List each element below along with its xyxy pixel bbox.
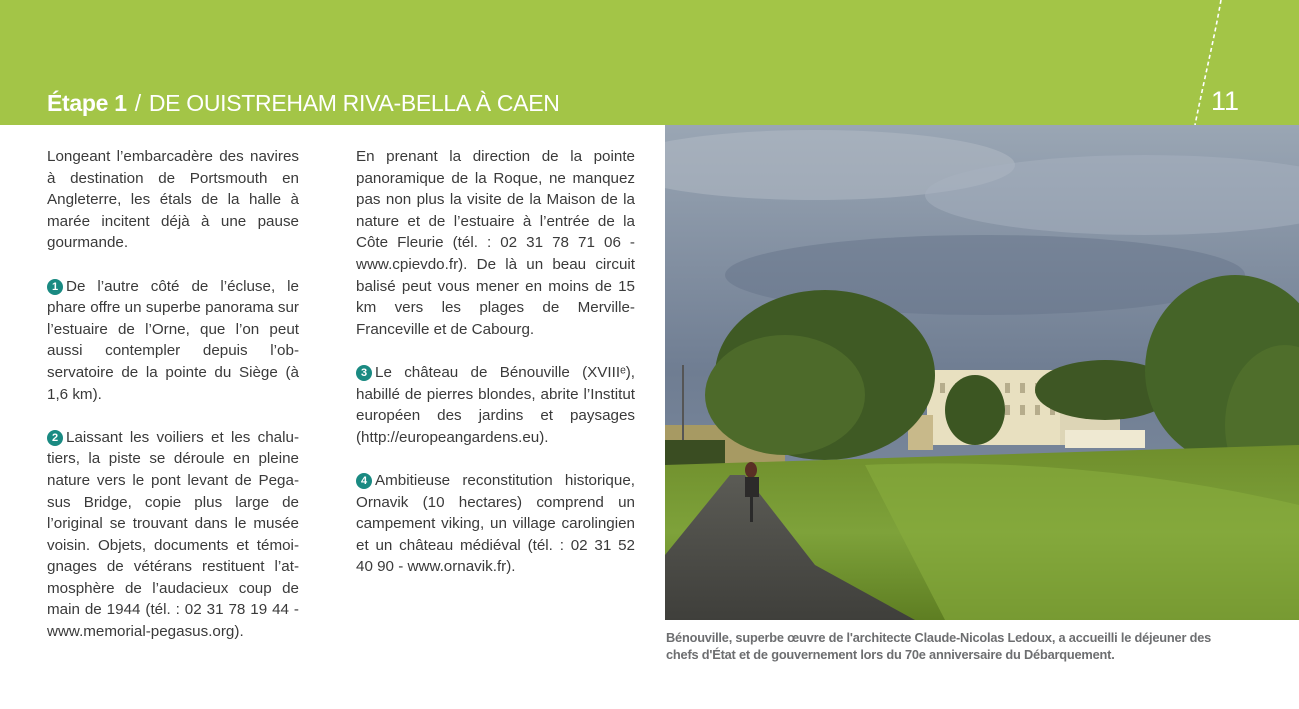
intro-paragraph: En prenant la direction de la pointe panoramique de la Roque, ne manquez pas non plus la visite de la Maison de la nature et de l’estuaire à l’entrée de la Côte Fleurie (tél. : 02 31 78 71 06 - www.cpievdo.fr). De là un beau circuit balisé peut vous mener en moins de 15 km vers les plages de Merville-Franceville et de Cabourg.: [356, 148, 635, 338]
intro-paragraph: Longeant l’embarcadère des navires à destination de Portsmouth en Angleterre, les étals de la halle à marée incitent déjà à une pause gourmande.: [47, 148, 299, 252]
item-text: De l’autre côté de l’écluse, le phare offre un superbe panorama sur l’estuaire de l’Orne, que l’on peut aussi contempler depuis l’observatoire de la pointe du Siège (à 1,6 km).: [47, 277, 299, 403]
list-item: [47, 427, 299, 643]
marker-1-icon: 1: [47, 279, 63, 295]
title-separator: /: [134, 90, 141, 116]
list-item: [356, 362, 635, 448]
list-item: [356, 470, 635, 578]
page-number: 11: [1211, 86, 1240, 116]
marker-3-icon: 3: [356, 365, 372, 381]
page-title: [47, 90, 560, 117]
route-title: DE OUISTREHAM RIVA-BELLA À CAEN: [148, 90, 560, 116]
marker-4-icon: 4: [356, 473, 372, 489]
stage-label: Étape 1: [47, 90, 127, 116]
header-band: [0, 0, 1299, 125]
text-column-right: [356, 146, 635, 599]
text-column-left: [47, 146, 299, 664]
landscape-illustration: [665, 125, 1299, 620]
photo-caption: Bénouville, superbe œuvre de l'architecte Claude-Nicolas Ledoux, a accueilli le déjeuner des chefs d'État et de gouvernement lors du 70e anniversaire du Débarquement.: [666, 630, 1212, 662]
item-text: Laissant les voiliers et les chalutiers, la piste se déroule en pleine nature vers le pont levant de Pegasus Bridge, copie plus large de l’original se trouvant dans le musée voisin. Objets, documents et témoignages de vétérans restituent l’atmosphère de l’audacieux coup de main de 1944 (tél. : 02 31 78 19 44 - www.memorial-pegasus.org).: [47, 428, 299, 641]
item-text: Le château de Bénouville (XVIIIᵉ), habillé de pierres blondes, abrite l’Institut européen des jardins et paysages (http://europeangardens.eu).: [356, 363, 635, 446]
marker-2-icon: 2: [47, 430, 63, 446]
chateau-photo: [665, 125, 1299, 620]
item-text: Ambitieuse reconstitution historique, Ornavik (10 hectares) comprend un campement viking, un village carolingien et un château médiéval (tél. : 02 31 52 40 90 - www.ornavik.fr).: [356, 471, 635, 576]
list-item: [47, 276, 299, 406]
